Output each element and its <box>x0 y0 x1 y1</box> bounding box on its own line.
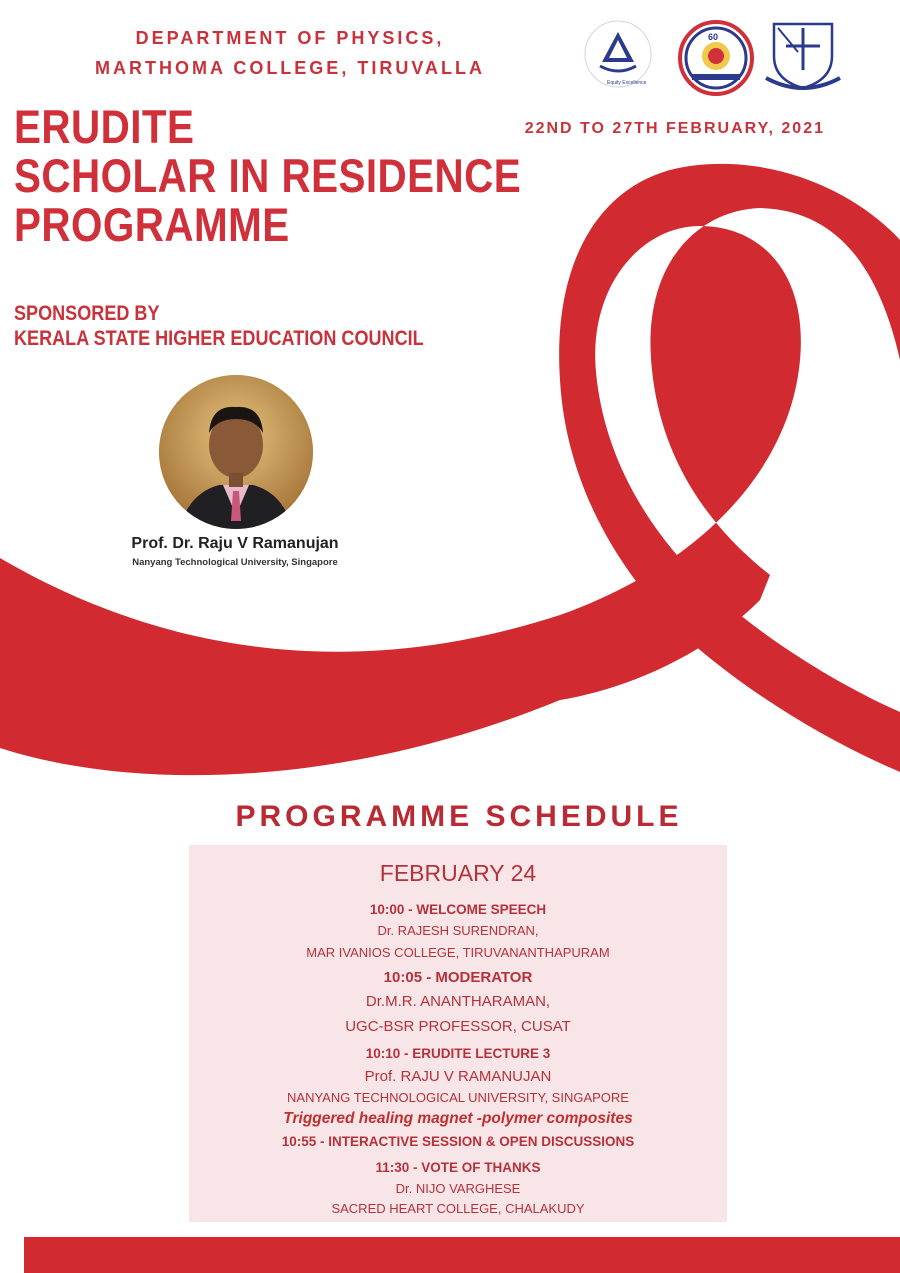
schedule-item-heading: 10:00 - WELCOME SPEECH <box>369 902 547 917</box>
ribbon-shape <box>0 164 900 775</box>
department-line-1: DEPARTMENT OF PHYSICS, <box>135 28 445 48</box>
portrait-illustration <box>159 375 313 529</box>
speaker-affiliation: Nanyang Technological University, Singapore <box>132 557 338 568</box>
schedule-heading: PROGRAMME SCHEDULE <box>235 800 683 833</box>
schedule-item-heading: 10:10 - ERUDITE LECTURE 3 <box>365 1046 551 1061</box>
sponsor-label: SPONSORED BY <box>14 302 160 325</box>
department-line-2: MARTHOMA COLLEGE, TIRUVALLA <box>95 58 485 78</box>
schedule-item-line: Dr. NIJO VARGHESE <box>395 1181 521 1196</box>
lecture-topic: Triggered healing magnet -polymer composites <box>283 1110 633 1127</box>
schedule-item-line: Dr. RAJESH SURENDRAN, <box>377 923 539 938</box>
schedule-day: FEBRUARY 24 <box>379 860 537 886</box>
footer-bar <box>24 1237 900 1273</box>
schedule-item-heading: 10:05 - MODERATOR <box>383 969 533 986</box>
schedule-item-heading: 11:30 - VOTE OF THANKS <box>375 1160 541 1175</box>
schedule-item-line: UGC-BSR PROFESSOR, CUSAT <box>345 1018 571 1035</box>
schedule-item-line: NANYANG TECHNOLOGICAL UNIVERSITY, SINGAPORE <box>287 1090 629 1105</box>
schedule-item-line: MAR IVANIOS COLLEGE, TIRUVANANTHAPURAM <box>306 945 610 960</box>
logo-row <box>580 18 880 98</box>
title-line-2: SCHOLAR IN RESIDENCE <box>14 149 522 202</box>
logo-a-equity: Equity Excellence <box>607 80 647 86</box>
title-line-1: ERUDITE <box>14 100 195 153</box>
speaker-portrait <box>159 375 313 529</box>
logo-b-badge: 60 <box>708 32 719 42</box>
schedule-item-line: Dr.M.R. ANANTHARAMAN, <box>365 993 551 1010</box>
sponsor-name: KERALA STATE HIGHER EDUCATION COUNCIL <box>14 327 424 350</box>
speaker-name: Prof. Dr. Raju V Ramanujan <box>131 535 339 552</box>
schedule-item-line: SACRED HEART COLLEGE, CHALAKUDY <box>331 1201 585 1216</box>
programme-dates: 22ND TO 27TH FEBRUARY, 2021 <box>524 120 825 137</box>
schedule-item-line: Prof. RAJU V RAMANUJAN <box>364 1068 552 1085</box>
department-of-physics-logo <box>678 18 754 98</box>
title-line-3: PROGRAMME <box>14 198 290 251</box>
marthoma-college-crest <box>764 18 842 94</box>
schedule-item-heading: 10:55 - INTERACTIVE SESSION & OPEN DISCUSSIONS <box>281 1134 635 1149</box>
ksh-education-council-logo <box>580 18 656 94</box>
